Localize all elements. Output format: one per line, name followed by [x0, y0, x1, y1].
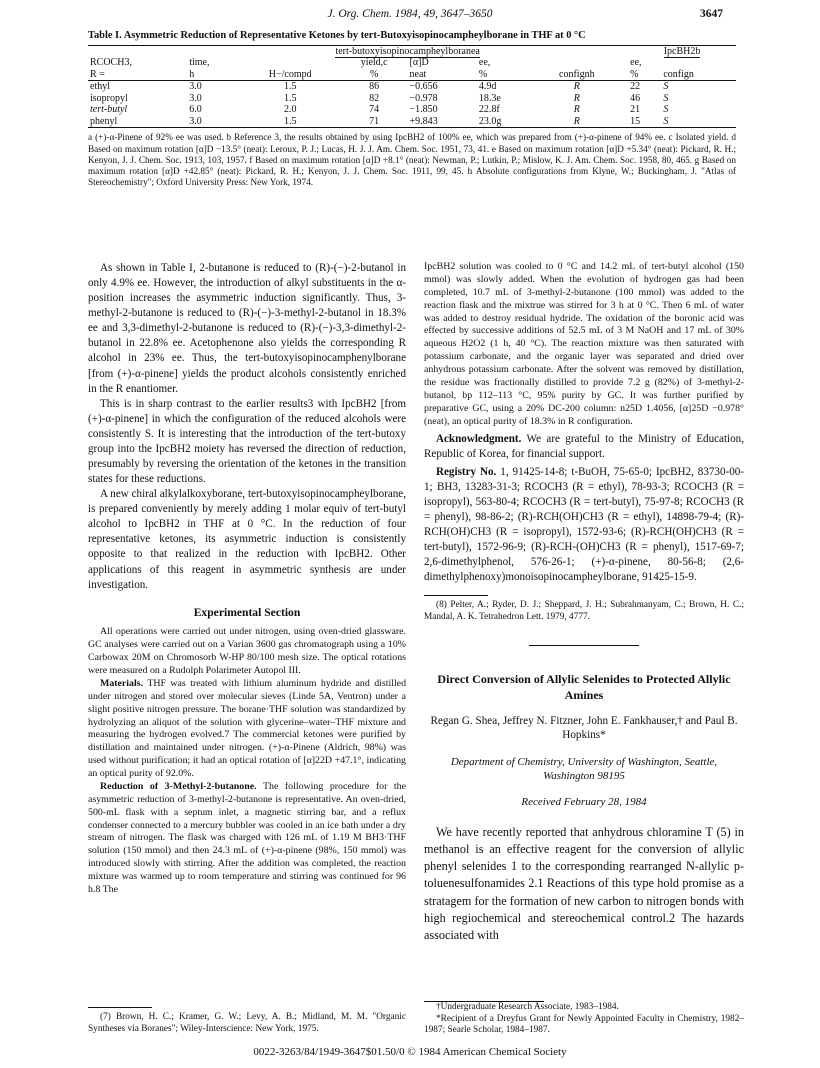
col-header-confign: confignh	[559, 68, 595, 80]
body-paragraph: This is in sharp contrast to the earlier results3 with IpcBH2 [from (+)-α-pinene] in which the configuration of the reduced alcohols were consistently S. It is interesting that the introduction of the tert-butoxy group into the IpcBH2 moiety has reversed the direction of reduction, presumably by reversing the orientation of the ketones in the transition states for these reductions.	[88, 397, 406, 486]
table-row: isopropyl 3.0 1.5 82 −0.978 18.3e R 46 S	[90, 92, 669, 104]
right-footnotes	[424, 1001, 744, 1037]
article-authors: Regan G. Shea, Jeffrey N. Fitzner, John E. Fankhauser,† and Paul B. Hopkins*	[430, 714, 738, 742]
col-header-neat: neat	[409, 68, 427, 80]
col-header-hcompd: H−/compd	[268, 68, 312, 80]
group-header-ipcbh2: IpcBH2b	[663, 45, 701, 57]
table-footnotes: a (+)-α-Pinene of 92% ee was used. b Reference 3, the results obtained by using IpcBH2 of 100% ee, which was prepared from (+)-α-pinene of 94% ee. c Isolated yield. d Based on maximum rotation [α]D −13.5° (neat): Leroux, P. J.; Lucas, H. J. J. Am. Chem. Soc. 1951, 73, 41. e Based on maximum rotation [α]D +5.34° (neat): Pickard, R. H.; Kenyon, J. J. Chem. Soc. 1913, 103, 1957. f Based on maximum rotation [α]D +8.1° (neat): Newman, P.; Lutkin, P.; Mislow, K. J. Am. Chem. Soc. 1958, 80, 465. g Based on maximum rotation [α]D +42.85° (neat): Pickard, R. H.; Kenyon, J. J. Chem. Soc. 1911, 99, 45. h Absolute configurations from Klyne, W.; Buckingham, J. "Atlas of Stereochemistry"; Oxford University Press: New York, 1974.	[88, 132, 736, 188]
body-paragraph: All operations were carried out under nitrogen, using oven-dried glassware. GC analyses were carried out on a Varian 3600 gas chromatograph using a 10% Carbowax 20M on Chromosorb W-HP 80/100 mesh size. The optical rotations were measured on a Rudolph Polarimeter Autopol III.	[88, 626, 406, 677]
run-in-heading: Reduction of 3-Methyl-2-butanone.	[100, 780, 257, 792]
table-1	[88, 30, 736, 189]
reference: (8) Pelter, A.; Ryder, D. J.; Sheppard, J. H.; Subrahmanyam, C.; Brown, H. C.; Mandal, A. K. Tetrahedron Lett. 1979, 4777.	[424, 600, 744, 622]
group-header-tert-butoxy: tert-butoxyisopinocampheylboranea	[335, 45, 480, 57]
right-column	[424, 261, 744, 944]
col-header-r: R =	[90, 68, 105, 80]
col-header-time: time,	[189, 57, 210, 69]
reference: (7) Brown, H. C.; Kramer, G. W.; Levy, A. B.; Midland, M. M. "Organic Syntheses via Boranes"; Wiley-Interscience: New York, 1975.	[88, 1012, 406, 1034]
page-number: 3647	[700, 8, 723, 20]
running-head	[0, 8, 820, 24]
footnote: †Undergraduate Research Associate, 1983–1984.	[436, 1002, 619, 1012]
results-table	[88, 45, 736, 129]
page-footer: 0022-3263/84/1949-3647$01.50/0 © 1984 American Chemical Society	[253, 1046, 567, 1058]
col-header-h: h	[189, 68, 195, 80]
table-row: ethyl 3.0 1.5 86 −0.656 4.9d R 22 S	[90, 81, 669, 93]
col-header-ee-ipc-unit: %	[630, 68, 639, 80]
registry-numbers: Registry No. 1, 91425-14-8; t-BuOH, 75-65-0; IpcBH2, 83730-00-1; BH3, 13283-31-3; RCOCH3 (R = ethyl), 78-93-3; RCOCH3 (R = isopropyl), 563-80-4; RCOCH3 (R = tert-butyl), 75-97-8; RCOCH3 (R = phenyl), 98-86-2; (R)-RCH(OH)CH3 (R = ethyl), 14898-79-4; (R)-RCH(OH)CH3 (R = isopropyl), 1572-93-6; (R)-RCH(OH)CH3 (R = tert-butyl), 1572-96-9; (R)-RCH-(OH)CH3 (R = phenyl), 1517-69-7; 2,6-dimethylphenol, 576-26-1; (+)-α-pinene, 80-56-8; (2,6-dimethylphenoxy)monoisopinocampheylborane, 91425-15-9.	[424, 465, 745, 584]
divider	[88, 1007, 152, 1008]
acknowledgment: Acknowledgment. We are grateful to the Ministry of Education, Republic of Korea, for financial support.	[424, 433, 744, 461]
section-title: Experimental Section	[193, 605, 301, 619]
article-divider	[529, 645, 639, 646]
materials-paragraph: Materials. THF was treated with lithium aluminum hydride and distilled under nitrogen and stored over molecular sieves (Linde 5A, Ventron) under a slight positive nitrogen pressure. The borane·THF solution was standardized by hydrolyzing an aliquot of the solution with glycerine–water–THF mixture and measuring the hydrogen evolved.7 The commercial ketones were purified by distillation and maintained under nitrogen. (+)-α-Pinene (Aldrich, 98%) was used without purification; it had an optical rotation of [α]22D +47.1°, indicating an optical purity of 92.0%.	[88, 677, 407, 780]
reduction-paragraph: Reduction of 3-Methyl-2-butanone. The following procedure for the asymmetric reduction of 3-methyl-2-butanone is representative. An oven-dried, 500-mL flask with a septum inlet, a magnetic stirring bar, and a reflux condenser connected to a mercury bubbler was cooled in an ice bath under a dry stream of nitrogen. The flask was charged with 126 mL of 1.19 M BH3·THF solution (150 mmol) and then 24.3 mL of (+)-α-pinene (98%, 150 mmol) was introduced slowly with stirring. After the addition was completed, the reaction mixture was warmed up to room temperature and stirring was continued for 96 h.8 The	[88, 780, 406, 895]
article-title: Direct Conversion of Allylic Selenides to Protected Allylic Amines	[437, 672, 731, 702]
body-paragraph: We have recently reported that anhydrous chloramine T (5) in methanol is an effective reagent for the conversion of allylic phenyl selenides 1 to the corresponding rearranged N-allylic p-toluenesulfonamides 2.1 Reactions of this type hold promise as a stratagem for the formation of new carbon to nitrogen bonds with high regiochemical and stereochemical control.2 The hazards associated with	[424, 825, 744, 942]
body-paragraph: A new chiral alkylalkoxyborane, tert-butoxyisopinocampheylborane, is prepared conveniently by merely adding 1 molar equiv of tert-butyl alcohol to IpcBH2 in THF at 0 °C. In the reduction of four representative ketones, its asymmetric induction is consistently opposite to that realized in the reduction with IpcBH2. Other applications of this reagent in asymmetric synthesis are under investigation.	[88, 488, 406, 591]
left-column	[88, 261, 406, 897]
affiliation: Department of Chemistry, University of Washington, Seattle, Washington 98195	[450, 755, 718, 782]
journal-citation: J. Org. Chem. 1984, 49, 3647–3650	[327, 8, 493, 20]
body-paragraph: As shown in Table I, 2-butanone is reduced to (R)-(−)-2-butanol in only 4.9% ee. However, the introduction of alkyl substituents in the α-position increases the asymmetric induction significantly. Thus, 3-methyl-2-butanone is reduced to (R)-(−)-3-methyl-2-butanol in 18.3% ee and 3,3-dimethyl-2-butanone is reduced to (R)-(−)-3,3-dimethyl-2-butanol in 22.8% ee. Acetophenone also yields the corresponding R alcohol in 23% ee. Thus, the tert-butoxyisopinocamphenylborane [from (+)-α-pinene] yields the product alcohols consistently enriched in the R enantiomer.	[88, 262, 406, 395]
table-row: phenyl 3.0 1.5 71 +9.843 23.0g R 15 S	[88, 116, 736, 128]
col-header-alpha: [α]D	[409, 57, 429, 69]
footnote: *Recipient of a Dreyfus Grant for Newly Appointed Faculty in Chemistry, 1982–1987; Searle Scholar, 1984–1987.	[424, 1013, 744, 1036]
col-header-ee-ipc: ee,	[630, 57, 642, 69]
col-header-yield: yield,c	[360, 57, 388, 69]
col-header-rcoch3: RCOCH3,	[90, 57, 132, 69]
body-paragraph: IpcBH2 solution was cooled to 0 °C and 14.2 mL of tert-butyl alcohol (150 mmol) was slowly added. When the evolution of hydrogen gas had been completed, 10.7 mL of 3-methyl-2-butanone (100 mmol) was added to the reaction flask and the mixtrue was stirred for 3 h at 0 °C. Then 6 mL of water was added to destroy residual hydride. The oxidation of the boronic acid was effected by successive additions of 52.5 mL of 3 M NaOH and 17 mL of 30% aqueous H2O2 (1 h, 40 °C). The reaction mixture was then saturated with potassium carbonate, and the organic layer was separated and dried over anhydrous potassium carbonate. After the solvent was removed by distillation, the residue was fractionally distilled to provide 7.2 g (82%) of 3-methyl-2-butanol, bp 112–113 °C, 95% purity by GC. It was further purified by preparative GC, using a 20% DC-200 column: n25D 1.4056, [α]25D −0.978° (neat), an optical purity of 18.3% in R configuration.	[424, 261, 744, 427]
table-row: tert-butyl 6.0 2.0 74 −1.850 22.8f R 21 S	[90, 104, 669, 116]
col-header-ee: ee,	[478, 57, 491, 69]
left-references	[88, 1003, 406, 1035]
table-caption: Table I. Asymmetric Reduction of Representative Ketones by tert-Butoxyisopinocampheylborane in THF at 0 °C	[88, 30, 586, 41]
col-header-yield-unit: %	[369, 68, 379, 80]
divider	[424, 595, 488, 596]
run-in-heading: Materials.	[100, 677, 144, 689]
received-date: Received February 28, 1984	[521, 796, 647, 809]
col-header-confign-ipc: confign	[663, 68, 694, 80]
col-header-ee-unit: %	[478, 68, 488, 80]
